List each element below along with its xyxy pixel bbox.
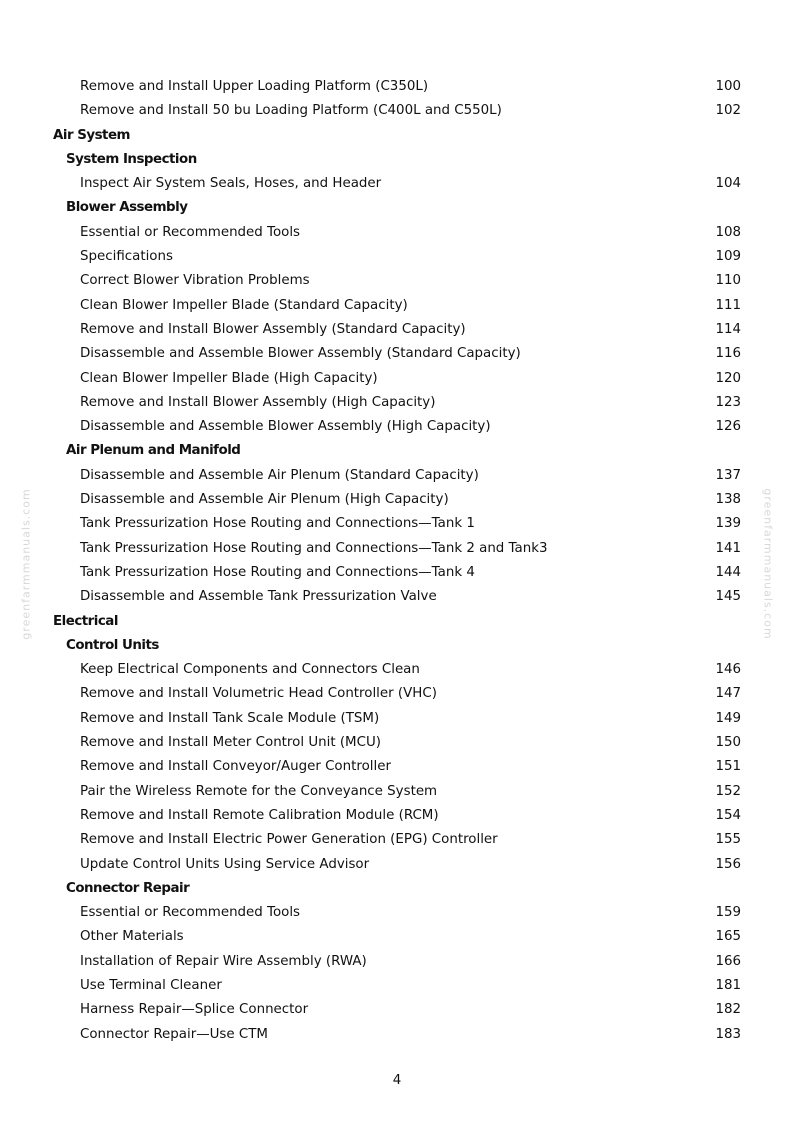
toc-entry-title: Air System (53, 127, 130, 143)
toc-entry[interactable] (0, 99, 794, 123)
toc-entry-title: Electrical (53, 613, 118, 629)
table-of-contents (0, 75, 794, 1047)
toc-entry[interactable] (0, 75, 794, 99)
toc-entry-page: 159 (715, 905, 741, 921)
toc-entry[interactable] (0, 780, 794, 804)
toc-entry-title: Inspect Air System Seals, Hoses, and Header (80, 176, 382, 192)
toc-entry-title: Essential or Recommended Tools (80, 905, 301, 921)
toc-entry-page: 120 (715, 370, 741, 386)
toc-entry-title: Remove and Install 50 bu Loading Platform (C400L and C550L) (80, 103, 502, 119)
toc-entry[interactable] (0, 1023, 794, 1047)
toc-section-heading (0, 124, 794, 148)
toc-entry-title: Remove and Install Tank Scale Module (TSM) (80, 710, 380, 726)
toc-entry-page: 102 (715, 103, 741, 119)
toc-entry-page: 100 (715, 79, 741, 94)
toc-entry[interactable] (0, 828, 794, 852)
toc-entry-title: Remove and Install Blower Assembly (High Capacity) (80, 394, 436, 410)
toc-entry[interactable] (0, 221, 794, 245)
toc-entry-page: 165 (715, 929, 741, 945)
toc-entry[interactable] (0, 318, 794, 342)
toc-entry-title: Clean Blower Impeller Blade (High Capacity) (80, 370, 378, 386)
toc-entry-title: Remove and Install Meter Control Unit (MCU) (80, 735, 381, 751)
toc-entry-title: Pair the Wireless Remote for the Conveyance System (80, 783, 438, 799)
toc-entry-page: 109 (715, 249, 741, 265)
toc-entry-page: 144 (715, 564, 741, 580)
toc-entry-page: 126 (715, 419, 741, 435)
toc-entry-title: Tank Pressurization Hose Routing and Connections—Tank 2 and Tank3 (80, 540, 548, 556)
toc-entry-title: Remove and Install Upper Loading Platform (C350L) (80, 79, 429, 94)
toc-entry-title: Disassemble and Assemble Tank Pressurization Valve (80, 589, 437, 605)
toc-entry-page: 139 (715, 516, 741, 532)
page-number: 4 (392, 1073, 402, 1088)
toc-entry-title: Disassemble and Assemble Blower Assembly (Standard Capacity) (80, 346, 521, 362)
toc-entry[interactable] (0, 512, 794, 536)
toc-entry-title: System Inspection (66, 151, 197, 167)
toc-entry[interactable] (0, 294, 794, 318)
toc-entry-title: Blower Assembly (66, 200, 188, 216)
toc-entry[interactable] (0, 755, 794, 779)
toc-entry[interactable] (0, 585, 794, 609)
toc-entry-page: 183 (715, 1026, 741, 1042)
toc-entry[interactable] (0, 269, 794, 293)
toc-entry[interactable] (0, 925, 794, 949)
toc-entry-page: 111 (715, 297, 741, 313)
toc-entry-page: 150 (715, 735, 741, 751)
toc-entry-title: Installation of Repair Wire Assembly (RWA) (80, 953, 367, 969)
toc-entry-title: Specifications (80, 249, 173, 265)
toc-entry-title: Connector Repair—Use CTM (80, 1026, 268, 1042)
toc-entry-page: 108 (715, 224, 741, 240)
toc-entry-page: 152 (715, 783, 741, 799)
toc-entry-page: 116 (715, 346, 741, 362)
toc-entry[interactable] (0, 804, 794, 828)
toc-entry-title: Tank Pressurization Hose Routing and Connections—Tank 1 (80, 516, 475, 532)
toc-entry[interactable] (0, 561, 794, 585)
toc-entry[interactable] (0, 658, 794, 682)
toc-entry-page: 166 (715, 953, 741, 969)
toc-entry-page: 146 (715, 662, 741, 678)
toc-entry-page: 151 (715, 759, 741, 775)
toc-entry[interactable] (0, 731, 794, 755)
toc-entry[interactable] (0, 974, 794, 998)
toc-entry-title: Connector Repair (66, 880, 190, 896)
toc-entry[interactable] (0, 391, 794, 415)
toc-entry-title: Keep Electrical Components and Connectors Clean (80, 662, 420, 678)
toc-subsection-heading (0, 439, 794, 463)
toc-entry-page: 182 (715, 1002, 741, 1018)
toc-section-heading (0, 610, 794, 634)
watermark-right: greenfarmmanuals.com (761, 488, 775, 640)
toc-subsection-heading (0, 196, 794, 220)
toc-entry[interactable] (0, 707, 794, 731)
toc-entry-title: Other Materials (80, 929, 184, 945)
toc-entry-page: 147 (715, 686, 741, 702)
toc-entry-page: 154 (715, 807, 741, 823)
toc-entry-title: Use Terminal Cleaner (80, 977, 222, 993)
toc-entry-page: 155 (715, 832, 741, 848)
toc-entry[interactable] (0, 245, 794, 269)
toc-subsection-heading (0, 148, 794, 172)
toc-entry[interactable] (0, 464, 794, 488)
toc-entry[interactable] (0, 488, 794, 512)
toc-entry-title: Disassemble and Assemble Air Plenum (Standard Capacity) (80, 467, 479, 483)
toc-entry-page: 114 (715, 321, 741, 337)
toc-entry-page: 149 (715, 710, 741, 726)
toc-entry-page: 145 (715, 589, 741, 605)
toc-entry[interactable] (0, 901, 794, 925)
toc-entry-title: Remove and Install Conveyor/Auger Controller (80, 759, 391, 775)
watermark-left: greenfarmmanuals.com (19, 488, 33, 640)
toc-entry-title: Air Plenum and Manifold (66, 443, 241, 459)
toc-entry-title: Update Control Units Using Service Advisor (80, 856, 370, 872)
toc-entry-title: Remove and Install Volumetric Head Controller (VHC) (80, 686, 437, 702)
toc-entry-page: 141 (715, 540, 741, 556)
toc-subsection-heading (0, 634, 794, 658)
toc-entry-title: Essential or Recommended Tools (80, 224, 301, 240)
toc-entry-page: 181 (715, 977, 741, 993)
toc-entry-page: 110 (715, 273, 741, 289)
toc-subsection-heading (0, 877, 794, 901)
toc-entry-title: Correct Blower Vibration Problems (80, 273, 310, 289)
toc-entry-page: 104 (715, 176, 741, 192)
toc-entry[interactable] (0, 172, 794, 196)
toc-entry-page: 138 (715, 492, 741, 508)
toc-entry[interactable] (0, 853, 794, 877)
toc-entry-title: Disassemble and Assemble Air Plenum (High Capacity) (80, 492, 449, 508)
toc-entry-page: 123 (715, 394, 741, 410)
toc-entry-title: Disassemble and Assemble Blower Assembly (High Capacity) (80, 419, 491, 435)
toc-entry-title: Clean Blower Impeller Blade (Standard Capacity) (80, 297, 408, 313)
toc-entry-title: Remove and Install Blower Assembly (Standard Capacity) (80, 321, 466, 337)
toc-entry-title: Tank Pressurization Hose Routing and Connections—Tank 4 (80, 564, 475, 580)
toc-entry-title: Remove and Install Electric Power Generation (EPG) Controller (80, 832, 498, 848)
toc-entry[interactable] (0, 415, 794, 439)
toc-entry-page: 137 (715, 467, 741, 483)
toc-entry-title: Control Units (66, 637, 159, 653)
toc-entry-page: 156 (715, 856, 741, 872)
toc-entry-title: Remove and Install Remote Calibration Module (RCM) (80, 807, 439, 823)
toc-entry-title: Harness Repair—Splice Connector (80, 1002, 309, 1018)
toc-entry[interactable] (0, 342, 794, 366)
toc-entry[interactable] (0, 950, 794, 974)
toc-entry[interactable] (0, 682, 794, 706)
toc-entry[interactable] (0, 537, 794, 561)
toc-entry[interactable] (0, 998, 794, 1022)
toc-entry[interactable] (0, 367, 794, 391)
